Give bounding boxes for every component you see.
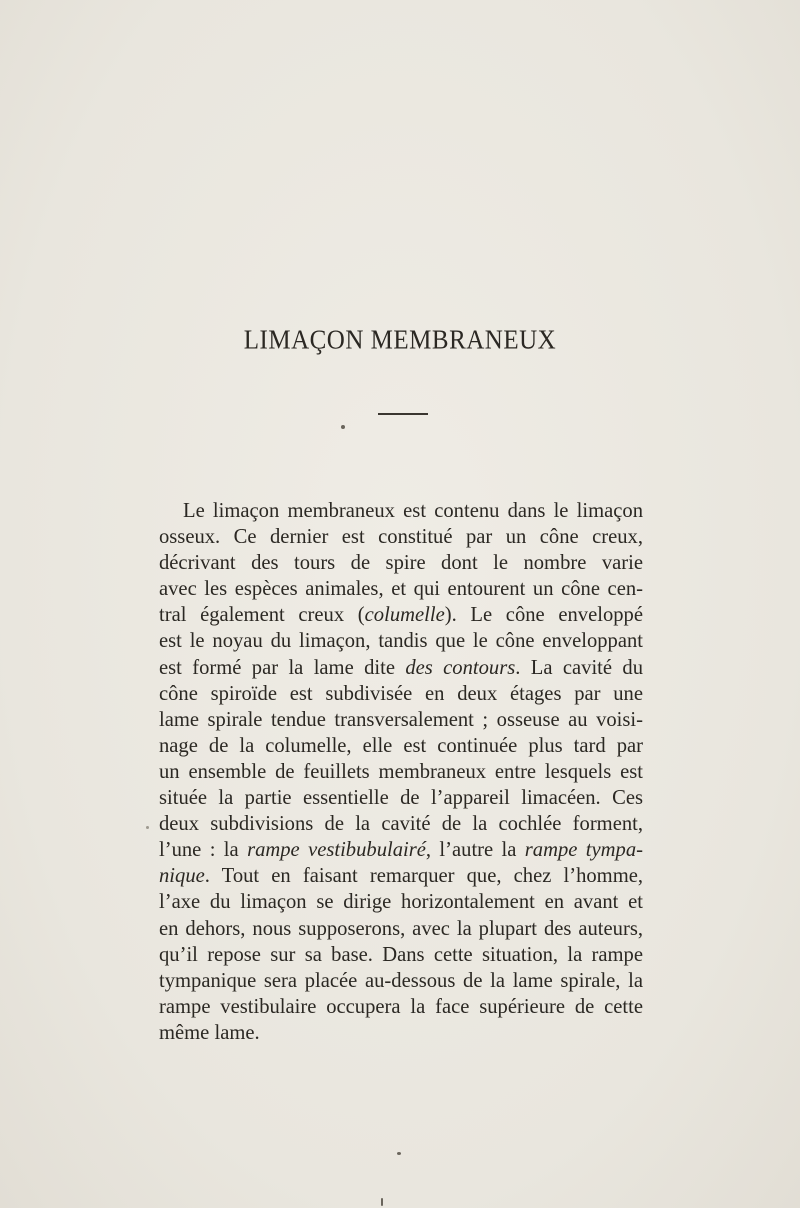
italic-term: rampe vestibubulairé [247,839,426,862]
text-run: située la partie essentielle de l’appareil limacéen. Ces [159,787,643,810]
text-line [159,498,643,524]
text-line [159,550,643,576]
text-run: avec les espèces animales, et qui entourent un cône cen- [159,578,643,601]
italic-term: columelle [364,604,445,627]
text-run: , l’autre la [425,839,525,862]
body-paragraph [159,498,643,1046]
text-run: un ensemble de feuillets membraneux entre lesquels est [159,760,643,783]
text-run: . La cavité du [515,656,643,679]
page-title: LIMAÇON MEMBRANEUX [243,326,557,356]
text-run: ). Le cône enveloppé [444,604,643,627]
paper-speck [341,425,345,429]
text-run: tral également creux ( [159,604,365,627]
text-line [159,733,643,759]
text-run: est le noyau du limaçon, tandis que le cône enveloppant [159,630,643,653]
text-line [159,681,643,707]
text-run: lame spirale tendue transversalement ; osseuse au voisi- [159,708,643,731]
italic-term: rampe tympa- [524,839,643,862]
text-run: est formé par la lame dite [159,656,406,679]
text-line [159,524,643,550]
text-line [159,785,643,811]
text-run: cône spiroïde est subdivisée en deux étages par une [159,682,643,705]
text-run: qu’il repose sur sa base. Dans cette situation, la rampe [159,943,643,966]
text-line [159,655,643,681]
paper-speck [381,1198,383,1206]
text-line [159,837,643,863]
text-run: en dehors, nous supposerons, avec la plupart des auteurs, [159,917,643,940]
text-line [159,863,643,889]
text-line [159,889,643,915]
text-line [159,759,643,785]
text-line [159,602,643,628]
text-line [159,811,643,837]
text-run: deux subdivisions de la cavité de la cochlée forment, [159,813,643,836]
text-line [159,1020,643,1046]
text-line [159,707,643,733]
text-line [159,628,643,654]
text-line [159,576,643,602]
text-run: rampe vestibulaire occupera la face supérieure de cette [159,995,643,1018]
paper-speck [146,826,149,829]
italic-term: des contours [405,656,516,679]
text-run: osseux. Ce dernier est constitué par un cône creux, [159,526,643,549]
text-run: l’axe du limaçon se dirige horizontalement en avant et [159,891,643,914]
italic-term: nique [159,865,205,888]
text-line [159,968,643,994]
text-run: . Tout en faisant remarquer que, chez l’homme, [204,865,643,888]
text-line [159,994,643,1020]
text-run: nage de la columelle, elle est continuée plus tard par [159,734,643,757]
text-run: décrivant des tours de spire dont le nombre varie [159,552,643,575]
text-run: Le limaçon membraneux est contenu dans le limaçon [183,500,643,522]
text-line [159,916,643,942]
text-run: même lame. [159,1021,260,1044]
paper-speck [397,1152,401,1155]
title-separator-rule [378,413,428,415]
text-run: l’une : la [159,839,248,862]
text-run: tympanique sera placée au-dessous de la lame spirale, la [159,969,643,992]
text-line [159,942,643,968]
